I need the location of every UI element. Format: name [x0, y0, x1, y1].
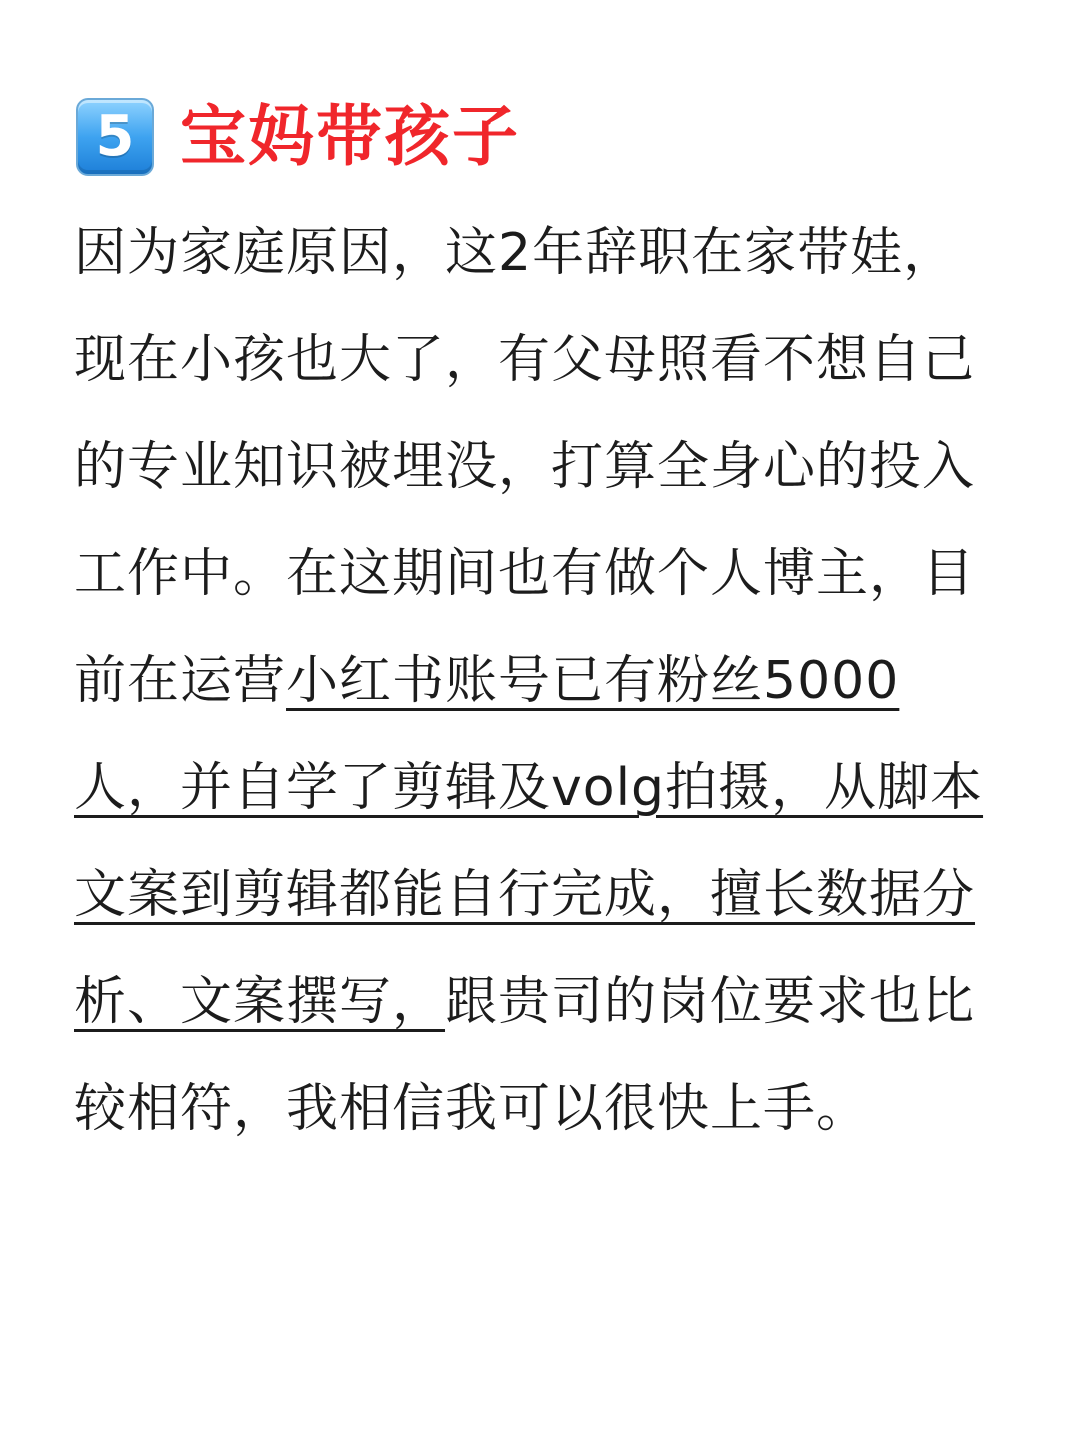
line-text: 因为家庭原因，这2年辞职在家带娃， [74, 223, 957, 283]
underlined-text: 析、文案撰写， [74, 972, 446, 1032]
paragraph-line [74, 628, 1014, 735]
body-paragraph [74, 200, 1014, 1163]
section-heading [76, 96, 520, 178]
underlined-text: 文案到剪辑都能自行完成，擅长数据分 [74, 865, 976, 925]
line-text: 较相符，我相信我可以很快上手。 [74, 1079, 870, 1139]
paragraph-line [74, 842, 1014, 949]
underlined-text: 小红书账号已有粉丝5000 [286, 651, 900, 711]
paragraph-line [74, 521, 1014, 628]
line-text: 前在运营 [74, 651, 287, 711]
line-text: 工作中。在这期间也有做个人博主，目 [74, 544, 976, 604]
number-5-icon: 5 [76, 98, 154, 176]
line-text: 的专业知识被埋没，打算全身心的投入 [74, 437, 976, 497]
line-text: 跟贵司的岗位要求也比 [445, 972, 976, 1032]
paragraph-line [74, 414, 1014, 521]
line-text: 现在小孩也大了，有父母照看不想自己 [74, 330, 976, 390]
paragraph-line [74, 1056, 1014, 1163]
paragraph-line [74, 735, 1014, 842]
underlined-text: 人，并自学了剪辑及volg拍摄，从脚本 [74, 758, 984, 818]
paragraph-line [74, 307, 1014, 414]
paragraph-line [74, 200, 1014, 307]
section-title: 宝妈带孩子 [180, 98, 520, 175]
paragraph-line [74, 949, 1014, 1056]
